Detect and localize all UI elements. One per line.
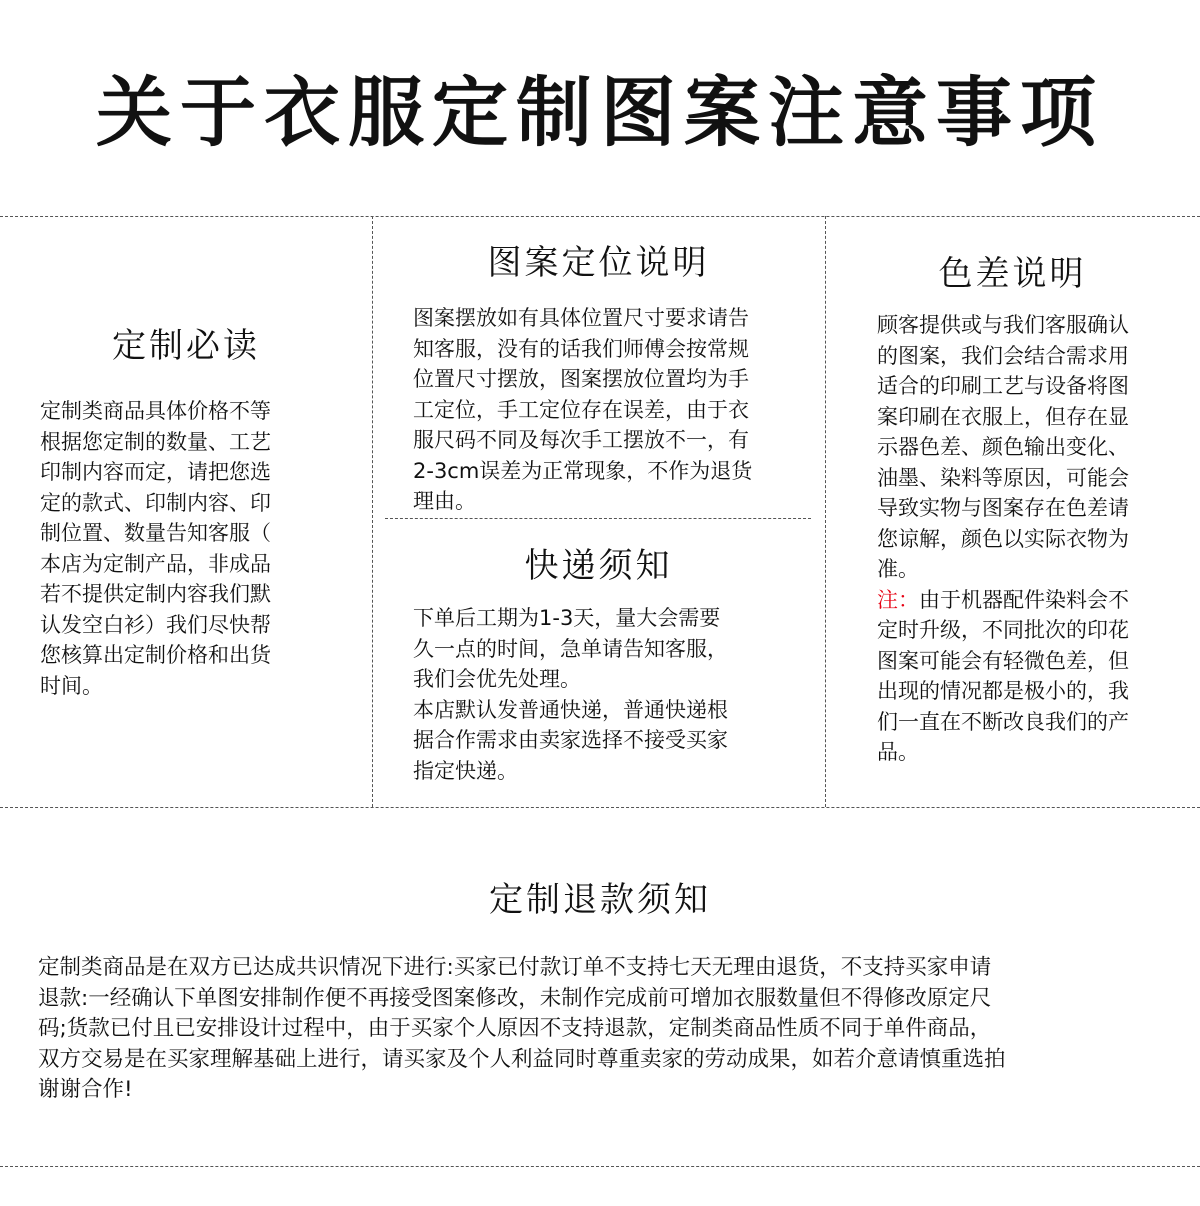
refund-line: 双方交易是在买家理解基础上进行，请买家及个人利益同时尊重卖家的劳动成果，如若介意请慎重选拍 <box>38 1046 1006 1072</box>
bottom-divider <box>0 1166 1200 1167</box>
must-read-line: 您核算出定制价格和出货 <box>40 643 271 667</box>
shipping-text <box>413 603 728 786</box>
note-first-text: 由于机器配件染料会不 <box>919 587 1129 612</box>
refund-line: 退款:一经确认下单图安排制作便不再接受图案修改，未制作完成前可增加衣服数量但不得修改原定尺 <box>38 985 992 1011</box>
note-label: 注： <box>877 587 919 612</box>
pattern-position-line: 工定位，手工定位存在误差，由于衣 <box>413 397 749 422</box>
color-diff-line: 适合的印刷工艺与设备将图 <box>877 374 1129 398</box>
color-diff-line: 示器色差、颜色输出变化、 <box>877 435 1129 459</box>
color-diff-text <box>877 310 1129 768</box>
pattern-position-line: 2-3cm误差为正常现象，不作为退货 <box>413 458 753 483</box>
column-divider-left <box>372 216 373 807</box>
shipping-line: 下单后工期为1-3天，量大会需要 <box>413 606 721 630</box>
color-diff-line: 导致实物与图案存在色差请 <box>877 496 1129 520</box>
pattern-position-text <box>413 303 752 517</box>
pattern-position-line: 图案摆放如有具体位置尺寸要求请告 <box>413 306 749 330</box>
shipping-line: 指定快递。 <box>413 758 518 783</box>
shipping-line: 我们会优先处理。 <box>413 667 581 691</box>
must-read-title: 定制必读 <box>112 326 260 366</box>
must-read-line: 定的款式、印制内容、印 <box>40 490 271 515</box>
color-diff-line: 准。 <box>877 557 919 581</box>
pattern-position-line: 位置尺寸摆放，图案摆放位置均为手 <box>413 367 749 391</box>
column-divider-right <box>825 216 826 807</box>
refund-text <box>38 953 1006 1106</box>
color-diff-note-line: 品。 <box>877 740 919 764</box>
pattern-position-line: 知客服，没有的话我们师傅会按常规 <box>413 336 749 361</box>
page-title: 关于衣服定制图案注意事项 <box>96 68 1104 157</box>
must-read-line: 本店为定制产品，非成品 <box>40 551 271 576</box>
pattern-position-line: 理由。 <box>413 489 476 513</box>
shipping-line: 本店默认发普通快递，普通快递根 <box>413 697 728 722</box>
must-read-line: 认发空白衫）我们尽快帮 <box>40 612 271 637</box>
must-read-line: 制位置、数量告知客服（ <box>40 521 271 545</box>
must-read-line: 若不提供定制内容我们默 <box>40 582 271 606</box>
color-diff-note-line: 出现的情况都是极小的，我 <box>877 679 1129 703</box>
must-read-line: 根据您定制的数量、工艺 <box>40 429 271 454</box>
must-read-line: 印制内容而定，请把您选 <box>40 460 271 484</box>
must-read-line: 定制类商品具体价格不等 <box>40 399 271 423</box>
middle-divider <box>0 807 1200 808</box>
refund-line: 定制类商品是在双方已达成共识情况下进行:买家已付款订单不支持七天无理由退货，不支持买家申请 <box>38 955 992 980</box>
color-diff-note-line: 定时升级，不同批次的印花 <box>877 618 1129 642</box>
color-diff-line: 油墨、染料等原因，可能会 <box>877 465 1129 490</box>
shipping-line: 久一点的时间，急单请告知客服， <box>413 636 728 661</box>
color-diff-line: 您谅解，颜色以实际衣物为 <box>877 526 1129 551</box>
must-read-line: 时间。 <box>40 673 103 698</box>
color-diff-note-line <box>877 585 1129 616</box>
top-divider <box>0 216 1200 217</box>
shipping-title: 快递须知 <box>524 546 673 586</box>
color-diff-note-line: 图案可能会有轻微色差，但 <box>877 648 1129 673</box>
color-diff-line: 案印刷在衣服上，但存在显 <box>877 404 1129 429</box>
color-diff-title: 色差说明 <box>938 254 1087 294</box>
color-diff-line: 顾客提供或与我们客服确认 <box>877 313 1129 337</box>
refund-line: 码;货款已付且已安排设计过程中，由于买家个人原因不支持退款，定制类商品性质不同于单件商品， <box>38 1016 992 1041</box>
refund-title: 定制退款须知 <box>489 880 711 920</box>
pattern-position-line: 服尺码不同及每次手工摆放不一，有 <box>413 428 749 452</box>
center-column-divider <box>385 518 811 519</box>
refund-line: 谢谢合作! <box>38 1077 133 1102</box>
color-diff-line: 的图案，我们会结合需求用 <box>877 343 1129 368</box>
shipping-line: 据合作需求由卖家选择不接受买家 <box>413 728 728 752</box>
pattern-position-title: 图案定位说明 <box>487 243 710 283</box>
must-read-text <box>40 396 271 701</box>
color-diff-note-line: 们一直在不断改良我们的产 <box>877 709 1129 734</box>
